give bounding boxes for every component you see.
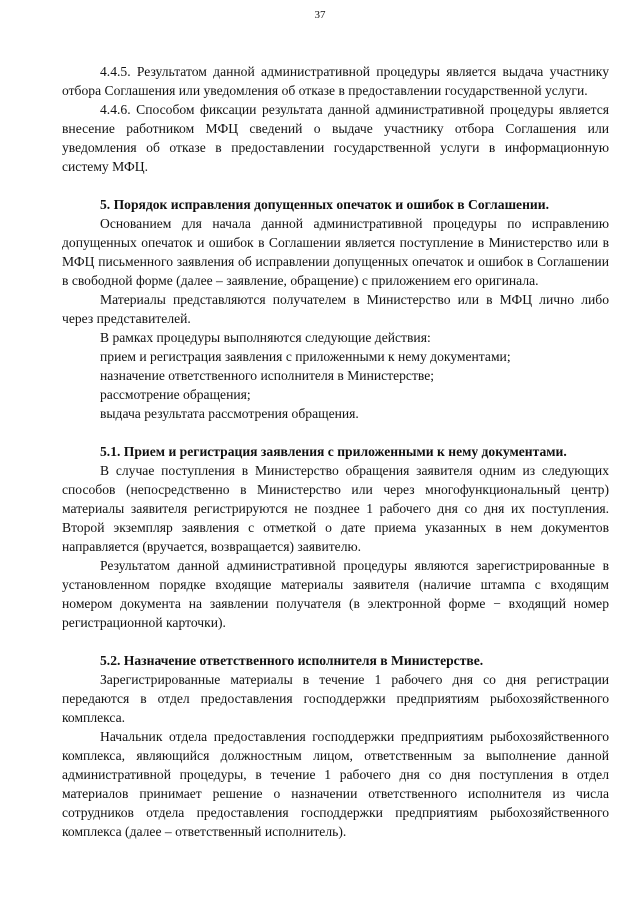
- section-5-2-paragraph: Начальник отдела предоставления господдержки предприятиям рыбохозяйственного комплекса, являющийся должностным лицом, ответственным за выполнение данной административной процедуры, в течение 1 рабочего дня со дня поступления в отдел материалов принимает решение о назначении ответственного исполнителя из числа сотрудников отдела предоставления господдержки предприятиям рыбохозяйственного комплекса (далее – ответственный исполнитель).: [62, 729, 609, 839]
- section-5-2-paragraph: Зарегистрированные материалы в течение 1 рабочего дня со дня регистрации передаются в отдел предоставления господдержки предприятиям рыбохозяйственного комплекса.: [62, 672, 609, 725]
- action-list-item: назначение ответственного исполнителя в Министерстве;: [100, 368, 435, 383]
- section-5-heading: 5. Порядок исправления допущенных опечаток и ошибок в Соглашении.: [100, 197, 549, 212]
- section-5-paragraph: Основанием для начала данной административной процедуры по исправлению допущенных опечаток и ошибок в Соглашении является поступление в Министерство или в МФЦ письменного заявления об исправлении допущенных опечаток и ошибок в Соглашении в свободной форме (далее – заявление, обращение) с приложением его оригинала.: [62, 216, 609, 288]
- action-list-item: прием и регистрация заявления с приложенными к нему документами;: [100, 349, 511, 364]
- section-5-1-paragraph: Результатом данной административной процедуры являются зарегистрированные в установленном порядке входящие материалы заявителя (наличие штампа с входящим номером документа на заявлении получателя (в электронной форме − входящий номер регистрационной карточки).: [62, 558, 609, 630]
- section-spacer: [62, 423, 609, 442]
- section-5-1-heading: 5.1. Прием и регистрация заявления с приложенными к нему документами.: [100, 444, 567, 459]
- section-5-paragraph: В рамках процедуры выполняются следующие действия:: [100, 330, 431, 345]
- section-5-paragraph: Материалы представляются получателем в Министерство или в МФЦ лично либо через представителей.: [62, 292, 609, 326]
- section-5-1-paragraph: В случае поступления в Министерство обращения заявителя одним из следующих способов (непосредственно в Министерство или через многофункциональный центр) материалы заявителя регистрируются не позднее 1 рабочего дня со дня их поступления. Второй экземпляр заявления с отметкой о дате приема указанных в нем документов направляется (вручается, возвращается) заявителю.: [62, 463, 609, 554]
- section-5-2-heading: 5.2. Назначение ответственного исполнителя в Министерстве.: [100, 653, 484, 668]
- action-list-item: рассмотрение обращения;: [100, 387, 251, 402]
- paragraph-4-4-6: 4.4.6. Способом фиксации результата данной административной процедуры является внесение работником МФЦ сведений о выдаче участнику отбора Соглашения или уведомления об отказе в предоставлении государственной услуги в информационную систему МФЦ.: [62, 102, 609, 174]
- action-list-item: выдача результата рассмотрения обращения.: [100, 406, 359, 421]
- section-spacer: [62, 632, 609, 651]
- paragraph-4-4-5: 4.4.5. Результатом данной административной процедуры является выдача участнику отбора Соглашения или уведомления об отказе в предоставлении государственной услуги.: [62, 64, 609, 98]
- page-number: 37: [314, 9, 326, 21]
- document-body: [62, 62, 609, 841]
- section-spacer: [62, 176, 609, 195]
